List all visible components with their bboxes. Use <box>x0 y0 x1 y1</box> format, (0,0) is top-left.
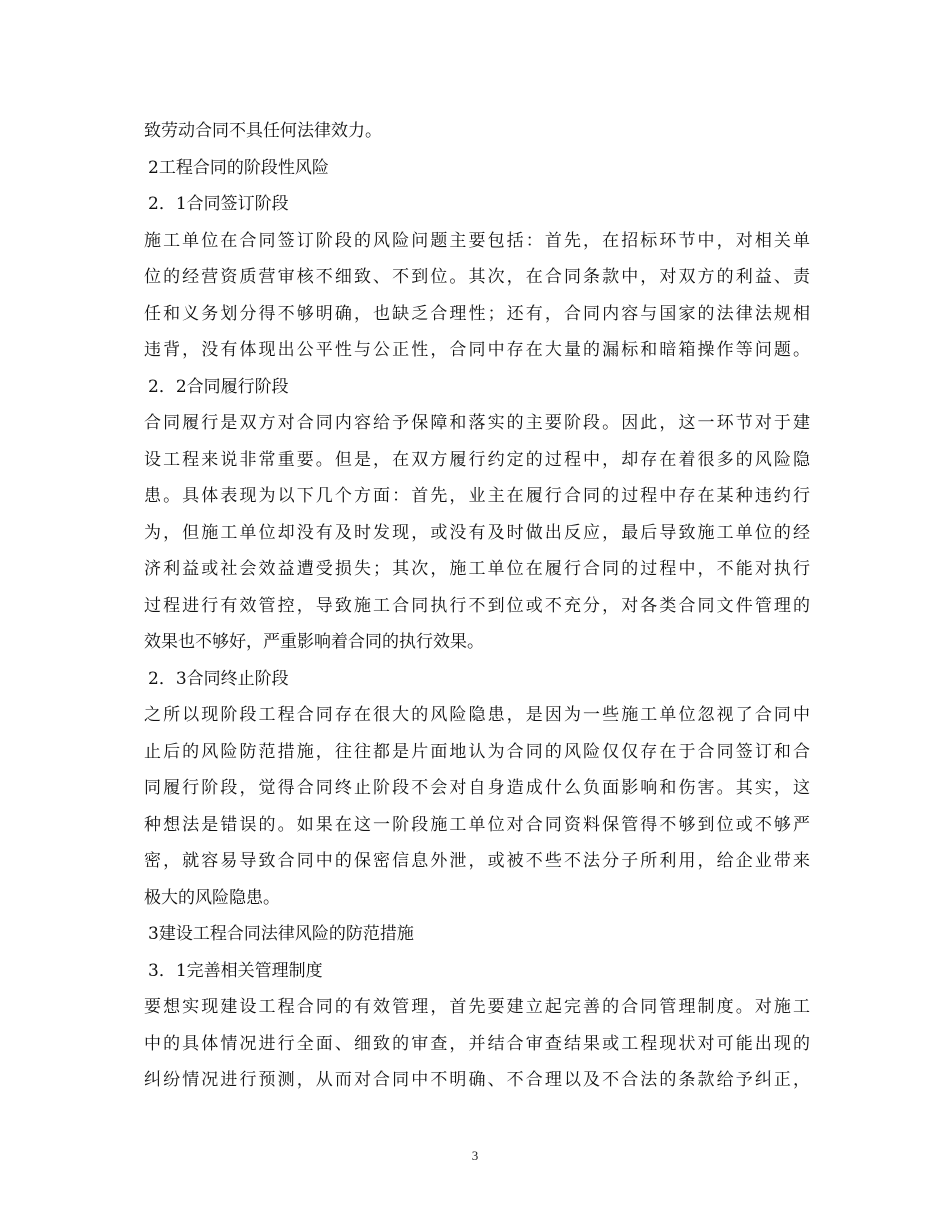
paragraph-line: 施工单位在合同签订阶段的风险问题主要包括：首先，在招标环节中，对相关单 <box>144 230 810 251</box>
paragraph-line: 患。具体表现为以下几个方面：首先，业主在履行合同的过程中存在某种违约行 <box>144 486 810 506</box>
paragraph-line: 止后的风险防范措施，往往都是片面地认为合同的风险仅仅存在于合同签订和合 <box>144 741 810 762</box>
paragraph-line: 设工程来说非常重要。但是，在双方履行约定的过程中，却存在着很多的风险隐 <box>144 449 810 470</box>
section-heading: 2．2合同履行阶段 <box>148 376 289 397</box>
section-heading: 3建设工程合同法律风险的防范措施 <box>148 924 414 944</box>
paragraph-line: 任和义务划分得不够明确，也缺乏合理性；还有，合同内容与国家的法律法规相 <box>144 303 810 324</box>
paragraph-line: 效果也不够好，严重影响着合同的执行效果。 <box>144 632 484 652</box>
paragraph-line: 中的具体情况进行全面、细致的审查，并结合审查结果或工程现状对可能出现的 <box>144 1033 810 1054</box>
page-number: 3 <box>471 1148 479 1163</box>
paragraph-line: 同履行阶段，觉得合同终止阶段不会对自身造成什么负面影响和伤害。其实，这 <box>144 778 810 798</box>
section-heading: 2．1合同签订阶段 <box>148 194 289 214</box>
section-heading: 3．1完善相关管理制度 <box>148 960 323 981</box>
paragraph-line: 违背，没有体现出公平性与公正性，合同中存在大量的漏标和暗箱操作等问题。 <box>144 340 810 360</box>
paragraph-line: 合同履行是双方对合同内容给予保障和落实的主要阶段。因此，这一环节对于建 <box>144 413 810 433</box>
paragraph-line: 为，但施工单位却没有及时发现，或没有及时做出反应，最后导致施工单位的经 <box>144 522 810 543</box>
paragraph-line: 之所以现阶段工程合同存在很大的风险隐患，是因为一些施工单位忽视了合同中 <box>144 705 810 725</box>
paragraph-line: 致劳动合同不具任何法律效力。 <box>144 121 382 141</box>
section-heading: 2工程合同的阶段性风险 <box>148 157 329 178</box>
paragraph-line: 位的经营资质营审核不细致、不到位。其次，在合同条款中，对双方的利益、责 <box>144 267 810 287</box>
paragraph-line: 要想实现建设工程合同的有效管理，首先要建立起完善的合同管理制度。对施工 <box>144 997 810 1017</box>
paragraph-line: 密，就容易导致合同中的保密信息外泄，或被不些不法分子所利用，给企业带来 <box>144 851 810 871</box>
paragraph-line: 种想法是错误的。如果在这一阶段施工单位对合同资料保管得不够到位或不够严 <box>144 814 810 835</box>
section-heading: 2．3合同终止阶段 <box>148 668 289 689</box>
document-body <box>144 113 810 1099</box>
paragraph-line: 济利益或社会效益遭受损失；其次，施工单位在履行合同的过程中，不能对执行 <box>144 559 810 579</box>
paragraph-line: 极大的风险隐患。 <box>144 887 280 908</box>
paragraph-line: 过程进行有效管控，导致施工合同执行不到位或不充分，对各类合同文件管理的 <box>144 595 810 616</box>
paragraph-line: 纠纷情况进行预测，从而对合同中不明确、不合理以及不合法的条款给予纠正， <box>144 1070 810 1090</box>
